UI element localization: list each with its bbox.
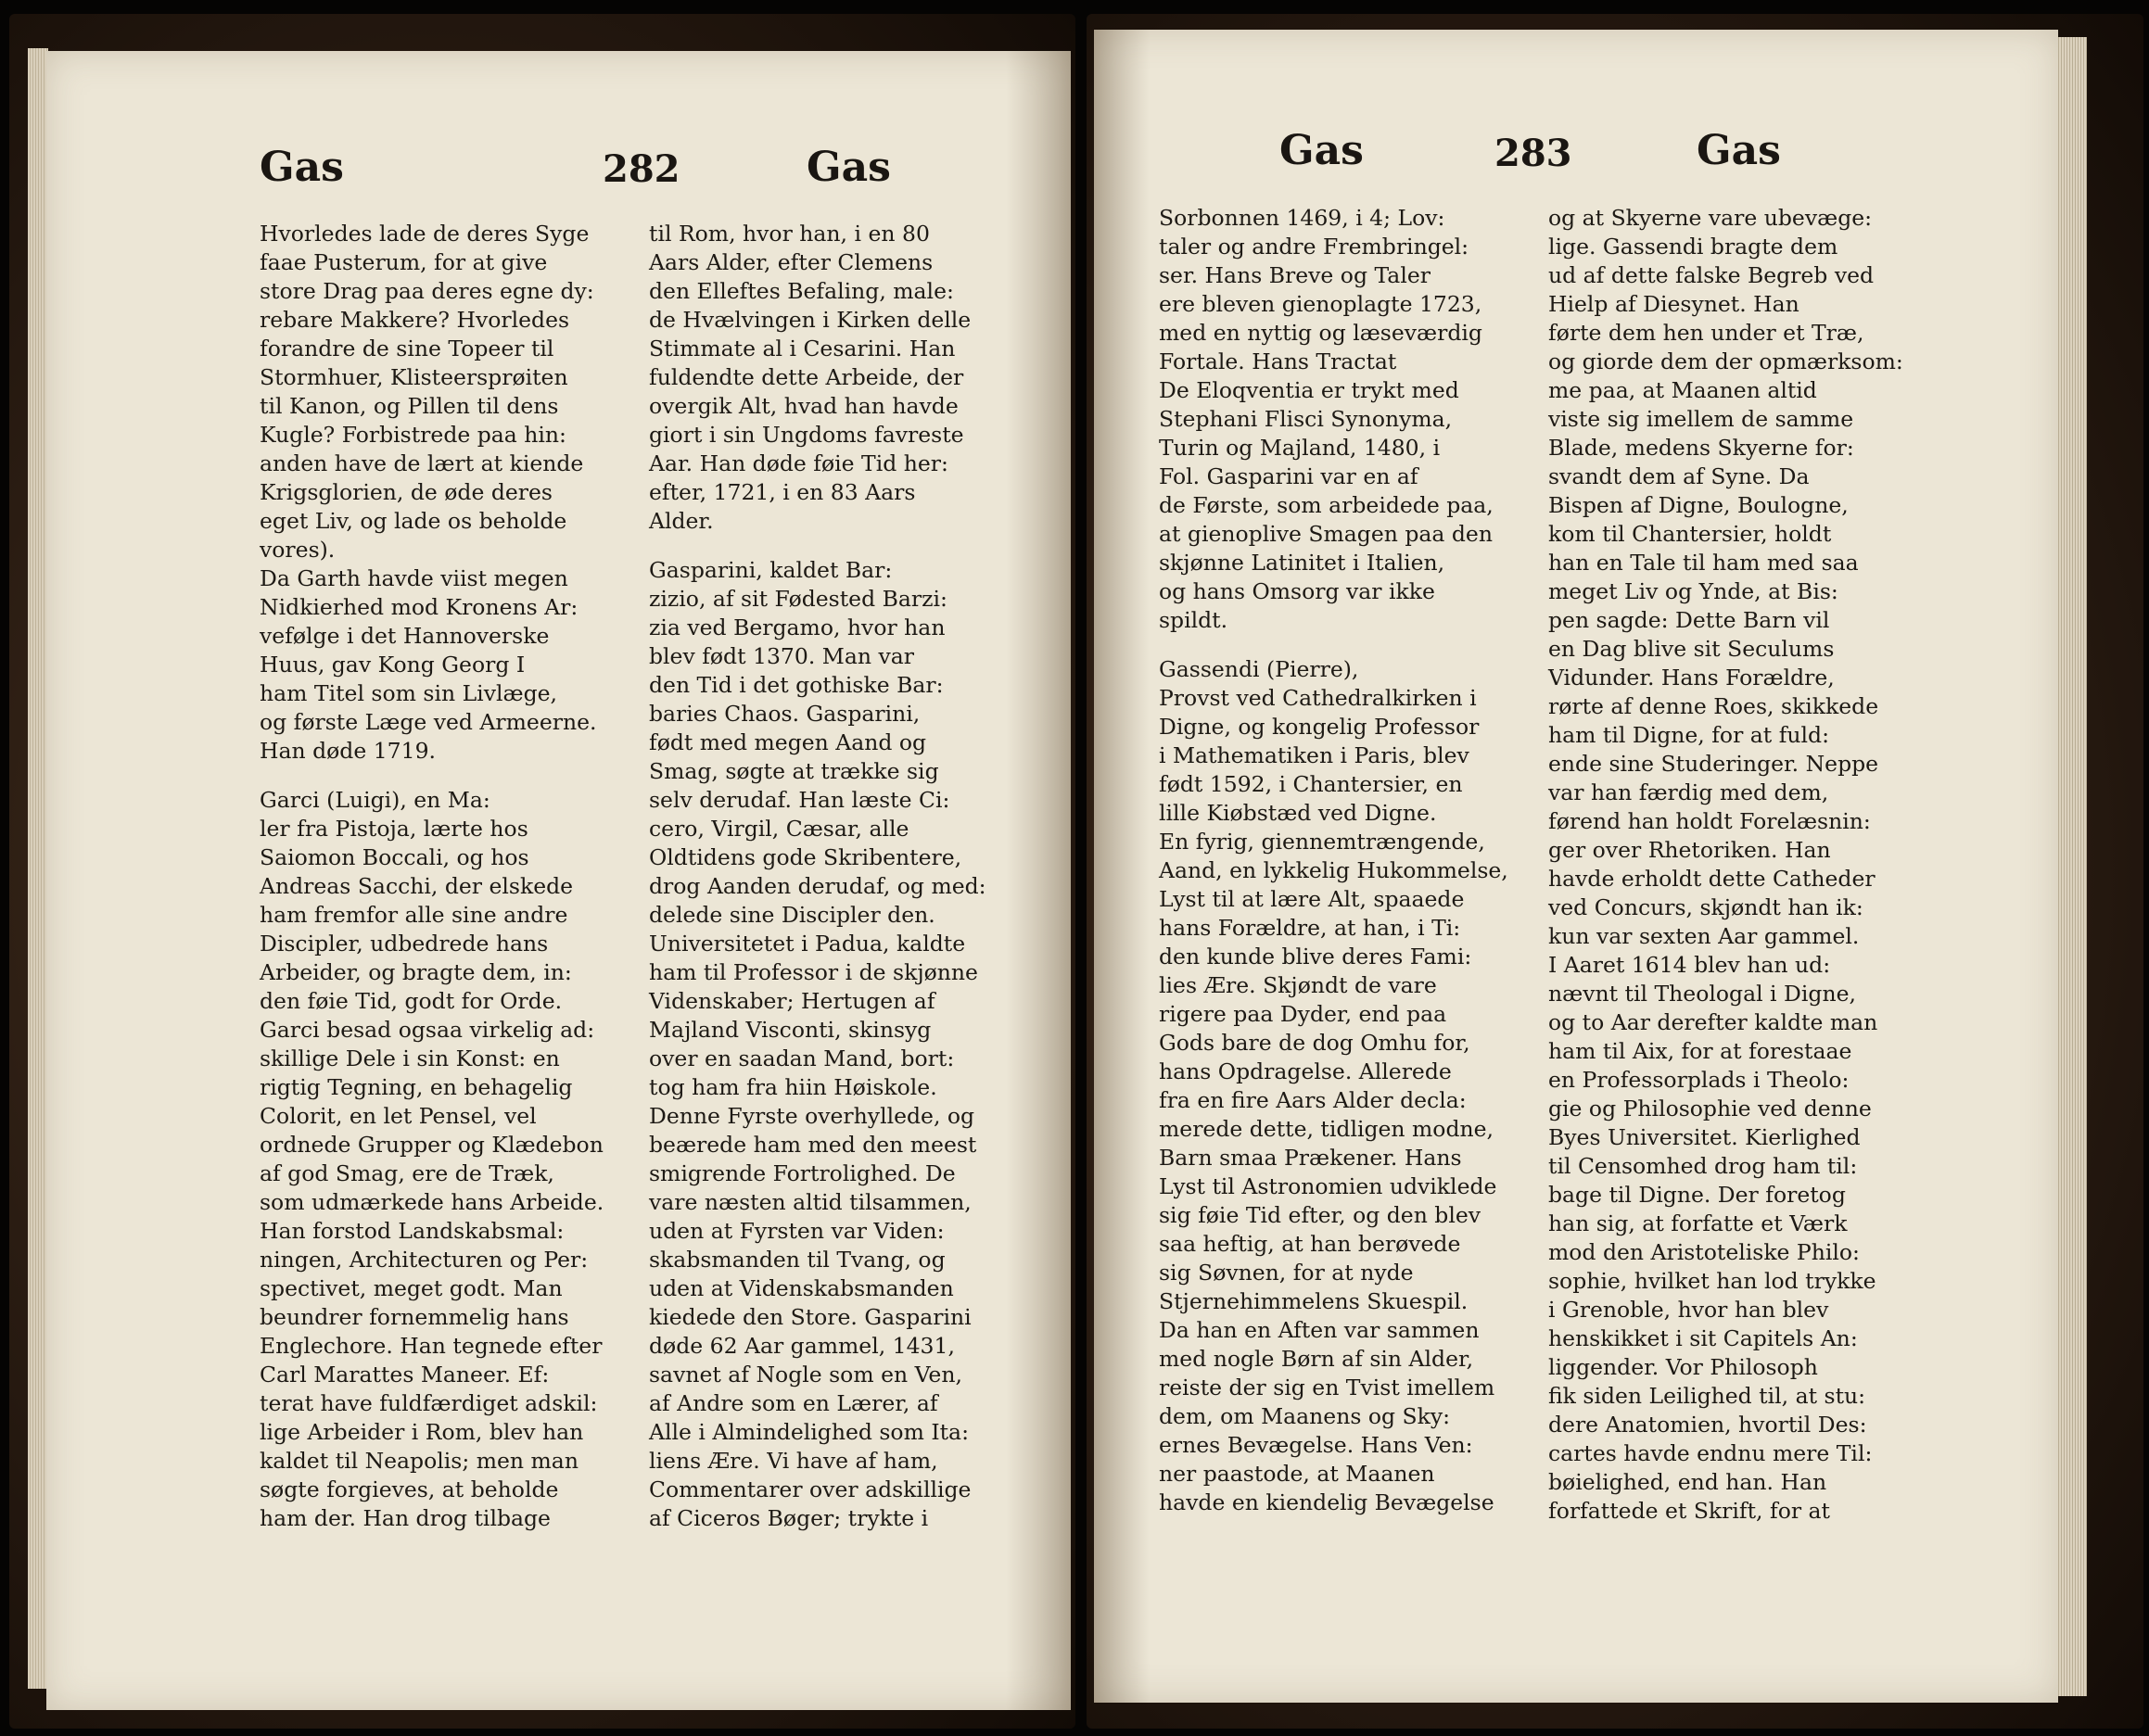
text-line: sophie, hvilket han lod trykke [1548, 1268, 1876, 1294]
text-line: store Drag paa deres egne dy: [260, 278, 594, 304]
text-line: af Ciceros Bøger; trykte i [649, 1505, 929, 1531]
text-line: reiste der sig en Tvist imellem [1159, 1375, 1495, 1400]
text-line: Majland Visconti, skinsyg [649, 1017, 932, 1043]
text-line: forfattede et Skrift, for at [1548, 1498, 1830, 1524]
text-line: beundrer fornemmelig hans [260, 1304, 569, 1330]
text-line: kiedede den Store. Gasparini [649, 1304, 972, 1330]
text-line: merede dette, tidligen modne, [1159, 1116, 1494, 1142]
text-line: Sorbonnen 1469, i 4; Lov: [1159, 205, 1445, 231]
text-line: lige Arbeider i Rom, blev han [260, 1419, 584, 1445]
text-line: vefølge i det Hannoverske [260, 623, 550, 649]
text-line: henskikket i sit Capitels An: [1548, 1325, 1858, 1351]
text-line: Lyst til Astronomien udviklede [1159, 1173, 1497, 1199]
text-line: Byes Universitet. Kierlighed [1548, 1124, 1861, 1150]
text-line: I Aaret 1614 blev han ud: [1548, 952, 1831, 978]
text-line: Krigsglorien, de øde deres [260, 479, 553, 505]
text-line: ende sine Studeringer. Neppe [1548, 751, 1879, 777]
text-line: forandre de sine Topeer til [260, 336, 554, 361]
text-line: ningen, Architecturen og Per: [260, 1247, 589, 1273]
running-head-right: Gas [807, 144, 891, 191]
text-line: Turin og Majland, 1480, i [1159, 435, 1441, 461]
running-head-left: Gas [260, 144, 344, 191]
text-line: Alle i Almindelighed som Ita: [649, 1419, 969, 1445]
text-line: hans Forældre, at han, i Ti: [1159, 915, 1461, 941]
text-line: pen sagde: Dette Barn vil [1548, 607, 1830, 633]
text-line: Aand, en lykkelig Hukommelse, [1159, 857, 1508, 883]
gutter-shadow [1006, 51, 1071, 1710]
text-line: at gienoplive Smagen paa den [1159, 521, 1493, 547]
text-line: Gassendi (Pierre), [1159, 656, 1359, 682]
text-line: cartes havde endnu mere Til: [1548, 1440, 1873, 1466]
running-head-left: Gas [1279, 127, 1364, 174]
text-line: En fyrig, giennemtrængende, [1159, 829, 1485, 855]
text-line: fra en fire Aars Alder decla: [1159, 1087, 1467, 1113]
text-line: Hielp af Diesynet. Han [1548, 291, 1799, 317]
text-line: skabsmanden til Tvang, og [649, 1247, 946, 1273]
text-line: me paa, at Maanen altid [1548, 377, 1817, 403]
text-line: de Første, som arbeidede paa, [1159, 492, 1494, 518]
text-line: rigere paa Dyder, end paa [1159, 1001, 1447, 1027]
text-line: Fol. Gasparini var en af [1159, 463, 1418, 489]
page-edges-right [2054, 37, 2087, 1696]
text-line: førte dem hen under et Træ, [1548, 320, 1864, 346]
text-line: cero, Virgil, Cæsar, alle [649, 816, 909, 842]
text-line: med en nyttig og læseværdig [1159, 320, 1482, 346]
text-line: faae Pusterum, for at give [260, 249, 548, 275]
text-line: dem, om Maanens og Sky: [1159, 1403, 1451, 1429]
text-line: i Grenoble, hvor han blev [1548, 1297, 1829, 1323]
text-line: overgik Alt, hvad han havde [649, 393, 959, 419]
page-282 [46, 51, 1071, 1710]
text-line: Provst ved Cathedralkirken i [1159, 685, 1477, 711]
text-line: baries Chaos. Gasparini, [649, 701, 921, 727]
text-line: og at Skyerne vare ubevæge: [1548, 205, 1873, 231]
text-line: ordnede Grupper og Klædebon [260, 1132, 604, 1158]
text-line: Gasparini, kaldet Bar: [649, 557, 893, 583]
text-line: nævnt til Theologal i Digne, [1548, 981, 1856, 1007]
text-line: Videnskaber; Hertugen af [649, 988, 935, 1014]
text-line: hans Opdragelse. Allerede [1159, 1058, 1452, 1084]
text-line: Colorit, en let Pensel, vel [260, 1103, 537, 1129]
text-line: Englechore. Han tegnede efter [260, 1333, 603, 1359]
text-line: lies Ære. Skjøndt de vare [1159, 972, 1437, 998]
text-line: kaldet til Neapolis; men man [260, 1448, 579, 1474]
text-line: De Eloqventia er trykt med [1159, 377, 1459, 403]
text-line: Digne, og kongelig Professor [1159, 714, 1480, 740]
text-line: ger over Rhetoriken. Han [1548, 837, 1831, 863]
text-line: bøielighed, end han. Han [1548, 1469, 1827, 1495]
text-line: efter, 1721, i en 83 Aars [649, 479, 916, 505]
text-line: Bispen af Digne, Boulogne, [1548, 492, 1849, 518]
text-line: med nogle Børn af sin Alder, [1159, 1346, 1474, 1372]
text-line: skjønne Latinitet i Italien, [1159, 550, 1445, 576]
text-line: rigtig Tegning, en behagelig [260, 1074, 573, 1100]
text-line: havde en kiendelig Bevægelse [1159, 1489, 1494, 1515]
text-line: delede sine Discipler den. [649, 902, 935, 928]
text-line: kom til Chantersier, holdt [1548, 521, 1832, 547]
text-line: beærede ham med den meest [649, 1132, 977, 1158]
text-line: og hans Omsorg var ikke [1159, 578, 1435, 604]
text-line: zizio, af sit Fødested Barzi: [649, 586, 947, 612]
text-line: var han færdig med dem, [1548, 779, 1829, 805]
text-line: han sig, at forfatte et Værk [1548, 1210, 1848, 1236]
text-line: fik siden Leilighed til, at stu: [1548, 1383, 1866, 1409]
text-line: ham der. Han drog tilbage [260, 1505, 551, 1531]
text-line: Da Garth havde viist megen [260, 565, 568, 591]
text-line: saa heftig, at han berøvede [1159, 1231, 1461, 1257]
text-line: Da han en Aften var sammen [1159, 1317, 1480, 1343]
text-line: anden have de lært at kiende [260, 450, 584, 476]
text-line: den kunde blive deres Fami: [1159, 944, 1472, 969]
text-line: rebare Makkere? Hvorledes [260, 307, 570, 333]
text-line: Garci (Luigi), en Ma: [260, 787, 490, 813]
text-line: Carl Marattes Maneer. Ef: [260, 1362, 550, 1388]
running-head-right: Gas [1697, 127, 1781, 174]
text-line: uden at Fyrsten var Viden: [649, 1218, 945, 1244]
text-line: af Andre som en Lærer, af [649, 1390, 938, 1416]
paragraph-gap [260, 766, 604, 786]
text-line: terat have fuldfærdiget adskil: [260, 1390, 598, 1416]
text-line: en Professorplads i Theolo: [1548, 1067, 1850, 1093]
text-line: vare næsten altid tilsammen, [649, 1189, 972, 1215]
text-line: Garci besad ogsaa virkelig ad: [260, 1017, 595, 1043]
text-line: i Mathematiken i Paris, blev [1159, 742, 1469, 768]
text-line: bage til Digne. Der foretog [1548, 1182, 1846, 1208]
text-line: ved Concurs, skjøndt han ik: [1548, 894, 1863, 920]
text-line: og to Aar derefter kaldte man [1548, 1009, 1878, 1035]
text-line: spectivet, meget godt. Man [260, 1275, 563, 1301]
text-line: Blade, medens Skyerne for: [1548, 435, 1854, 461]
text-line: og giorde dem der opmærksom: [1548, 348, 1903, 374]
text-line: selv derudaf. Han læste Ci: [649, 787, 950, 813]
text-line: eget Liv, og lade os beholde [260, 508, 567, 534]
page-number: 283 [1494, 132, 1572, 175]
text-column-left [1159, 204, 1508, 1517]
text-line: drog Aanden derudaf, og med: [649, 873, 986, 899]
text-line: Stimmate al i Cesarini. Han [649, 336, 956, 361]
text-line: Universitetet i Padua, kaldte [649, 931, 966, 957]
text-line: født med megen Aand og [649, 729, 927, 755]
text-line: ham til Aix, for at forestaae [1548, 1038, 1852, 1064]
text-line: Smag, søgte at trække sig [649, 758, 939, 784]
text-line: Saiomon Boccali, og hos [260, 844, 529, 870]
text-line: Huus, gav Kong Georg I [260, 652, 526, 678]
text-line: Commentarer over adskillige [649, 1476, 972, 1502]
gutter-shadow [1094, 30, 1150, 1703]
text-line: Stjernehimmelens Skuespil. [1159, 1288, 1469, 1314]
text-line: den Tid i det gothiske Bar: [649, 672, 944, 698]
text-line: en Dag blive sit Seculums [1548, 636, 1835, 662]
text-line: kun var sexten Aar gammel. [1548, 923, 1860, 949]
text-line: zia ved Bergamo, hvor han [649, 615, 946, 640]
text-line: ud af dette falske Begreb ved [1548, 262, 1875, 288]
text-line: ere bleven gienoplagte 1723, [1159, 291, 1482, 317]
text-line: Stephani Flisci Synonyma, [1159, 406, 1453, 432]
text-line: Fortale. Hans Tractat [1159, 348, 1397, 374]
text-line: Oldtidens gode Skribentere, [649, 844, 962, 870]
text-line: Alder. [649, 508, 714, 534]
text-line: Barn smaa Prækener. Hans [1159, 1145, 1462, 1171]
text-line: ernes Bevægelse. Hans Ven: [1159, 1432, 1473, 1458]
text-line: Lyst til at lære Alt, spaaede [1159, 886, 1465, 912]
text-line: Andreas Sacchi, der elskede [260, 873, 574, 899]
text-line: den føie Tid, godt for Orde. [260, 988, 563, 1014]
text-line: viste sig imellem de samme [1548, 406, 1854, 432]
text-line: ham til Digne, for at fuld: [1548, 722, 1830, 748]
text-line: lige. Gassendi bragte dem [1548, 234, 1838, 260]
text-line: Han døde 1719. [260, 738, 436, 764]
text-column-right [649, 220, 986, 1533]
text-line: havde erholdt dette Catheder [1548, 866, 1876, 892]
text-line: til Rom, hvor han, i en 80 [649, 221, 930, 247]
text-line: ner paastode, at Maanen [1159, 1461, 1435, 1487]
paragraph-gap [1159, 635, 1508, 655]
text-line: og første Læge ved Armeerne. [260, 709, 597, 735]
text-line: liggender. Vor Philosoph [1548, 1354, 1818, 1380]
text-line: mod den Aristoteliske Philo: [1548, 1239, 1860, 1265]
text-line: rørte af denne Roes, skikkede [1548, 693, 1879, 719]
text-line: Kugle? Forbistrede paa hin: [260, 422, 566, 448]
text-line: sig Søvnen, for at nyde [1159, 1260, 1414, 1286]
page-283 [1094, 30, 2058, 1703]
text-line: vores). [260, 537, 336, 563]
text-line: spildt. [1159, 607, 1228, 633]
text-line: de Hvælvingen i Kirken delle [649, 307, 972, 333]
text-line: Aars Alder, efter Clemens [649, 249, 934, 275]
text-line: Aar. Han døde føie Tid her: [649, 450, 948, 476]
text-line: til Kanon, og Pillen til dens [260, 393, 559, 419]
text-line: liens Ære. Vi have af ham, [649, 1448, 938, 1474]
text-line: han en Tale til ham med saa [1548, 550, 1859, 576]
text-line: lille Kiøbstæd ved Digne. [1159, 800, 1437, 826]
text-line: blev født 1370. Man var [649, 643, 914, 669]
text-line: dere Anatomien, hvortil Des: [1548, 1412, 1867, 1438]
paragraph-gap [649, 536, 986, 556]
text-column-right [1548, 204, 1903, 1526]
text-line: Denne Fyrste overhyllede, og [649, 1103, 975, 1129]
text-line: den Elleftes Befaling, male: [649, 278, 954, 304]
text-line: døde 62 Aar gammel, 1431, [649, 1333, 955, 1359]
text-line: førend han holdt Forelæsnin: [1548, 808, 1871, 834]
text-line: til Censomhed drog ham til: [1548, 1153, 1858, 1179]
text-line: født 1592, i Chantersier, en [1159, 771, 1463, 797]
text-line: svandt dem af Syne. Da [1548, 463, 1810, 489]
text-line: ham fremfor alle sine andre [260, 902, 568, 928]
text-line: søgte forgieves, at beholde [260, 1476, 559, 1502]
text-line: Arbeider, og bragte dem, in: [260, 959, 572, 985]
text-line: Stormhuer, Klisteersprøiten [260, 364, 568, 390]
text-line: smigrende Fortrolighed. De [649, 1160, 956, 1186]
text-line: Han forstod Landskabsmal: [260, 1218, 565, 1244]
text-line: sig føie Tid efter, og den blev [1159, 1202, 1481, 1228]
text-line: Hvorledes lade de deres Syge [260, 221, 590, 247]
text-line: skillige Dele i sin Konst: en [260, 1045, 560, 1071]
text-line: taler og andre Frembringel: [1159, 234, 1469, 260]
text-line: Nidkierhed mod Kronens Ar: [260, 594, 579, 620]
text-line: savnet af Nogle som en Ven, [649, 1362, 962, 1388]
text-line: gie og Philosophie ved denne [1548, 1096, 1872, 1121]
text-line: ham til Professor i de skjønne [649, 959, 978, 985]
text-line: ham Titel som sin Livlæge, [260, 680, 557, 706]
text-line: ler fra Pistoja, lærte hos [260, 816, 528, 842]
text-line: meget Liv og Ynde, at Bis: [1548, 578, 1838, 604]
text-line: tog ham fra hiin Høiskole. [649, 1074, 937, 1100]
text-line: som udmærkede hans Arbeide. [260, 1189, 604, 1215]
text-line: giort i sin Ungdoms favreste [649, 422, 964, 448]
text-line: ser. Hans Breve og Taler [1159, 262, 1431, 288]
text-line: uden at Videnskabsmanden [649, 1275, 954, 1301]
page-number: 282 [603, 147, 680, 191]
text-line: Gods bare de dog Omhu for, [1159, 1030, 1470, 1056]
text-line: Discipler, udbedrede hans [260, 931, 549, 957]
text-line: Vidunder. Hans Forældre, [1548, 665, 1835, 691]
text-line: af god Smag, ere de Træk, [260, 1160, 554, 1186]
text-line: fuldendte dette Arbeide, der [649, 364, 964, 390]
text-column-left [260, 220, 604, 1533]
page-edges-left [28, 48, 48, 1689]
text-line: over en saadan Mand, bort: [649, 1045, 955, 1071]
